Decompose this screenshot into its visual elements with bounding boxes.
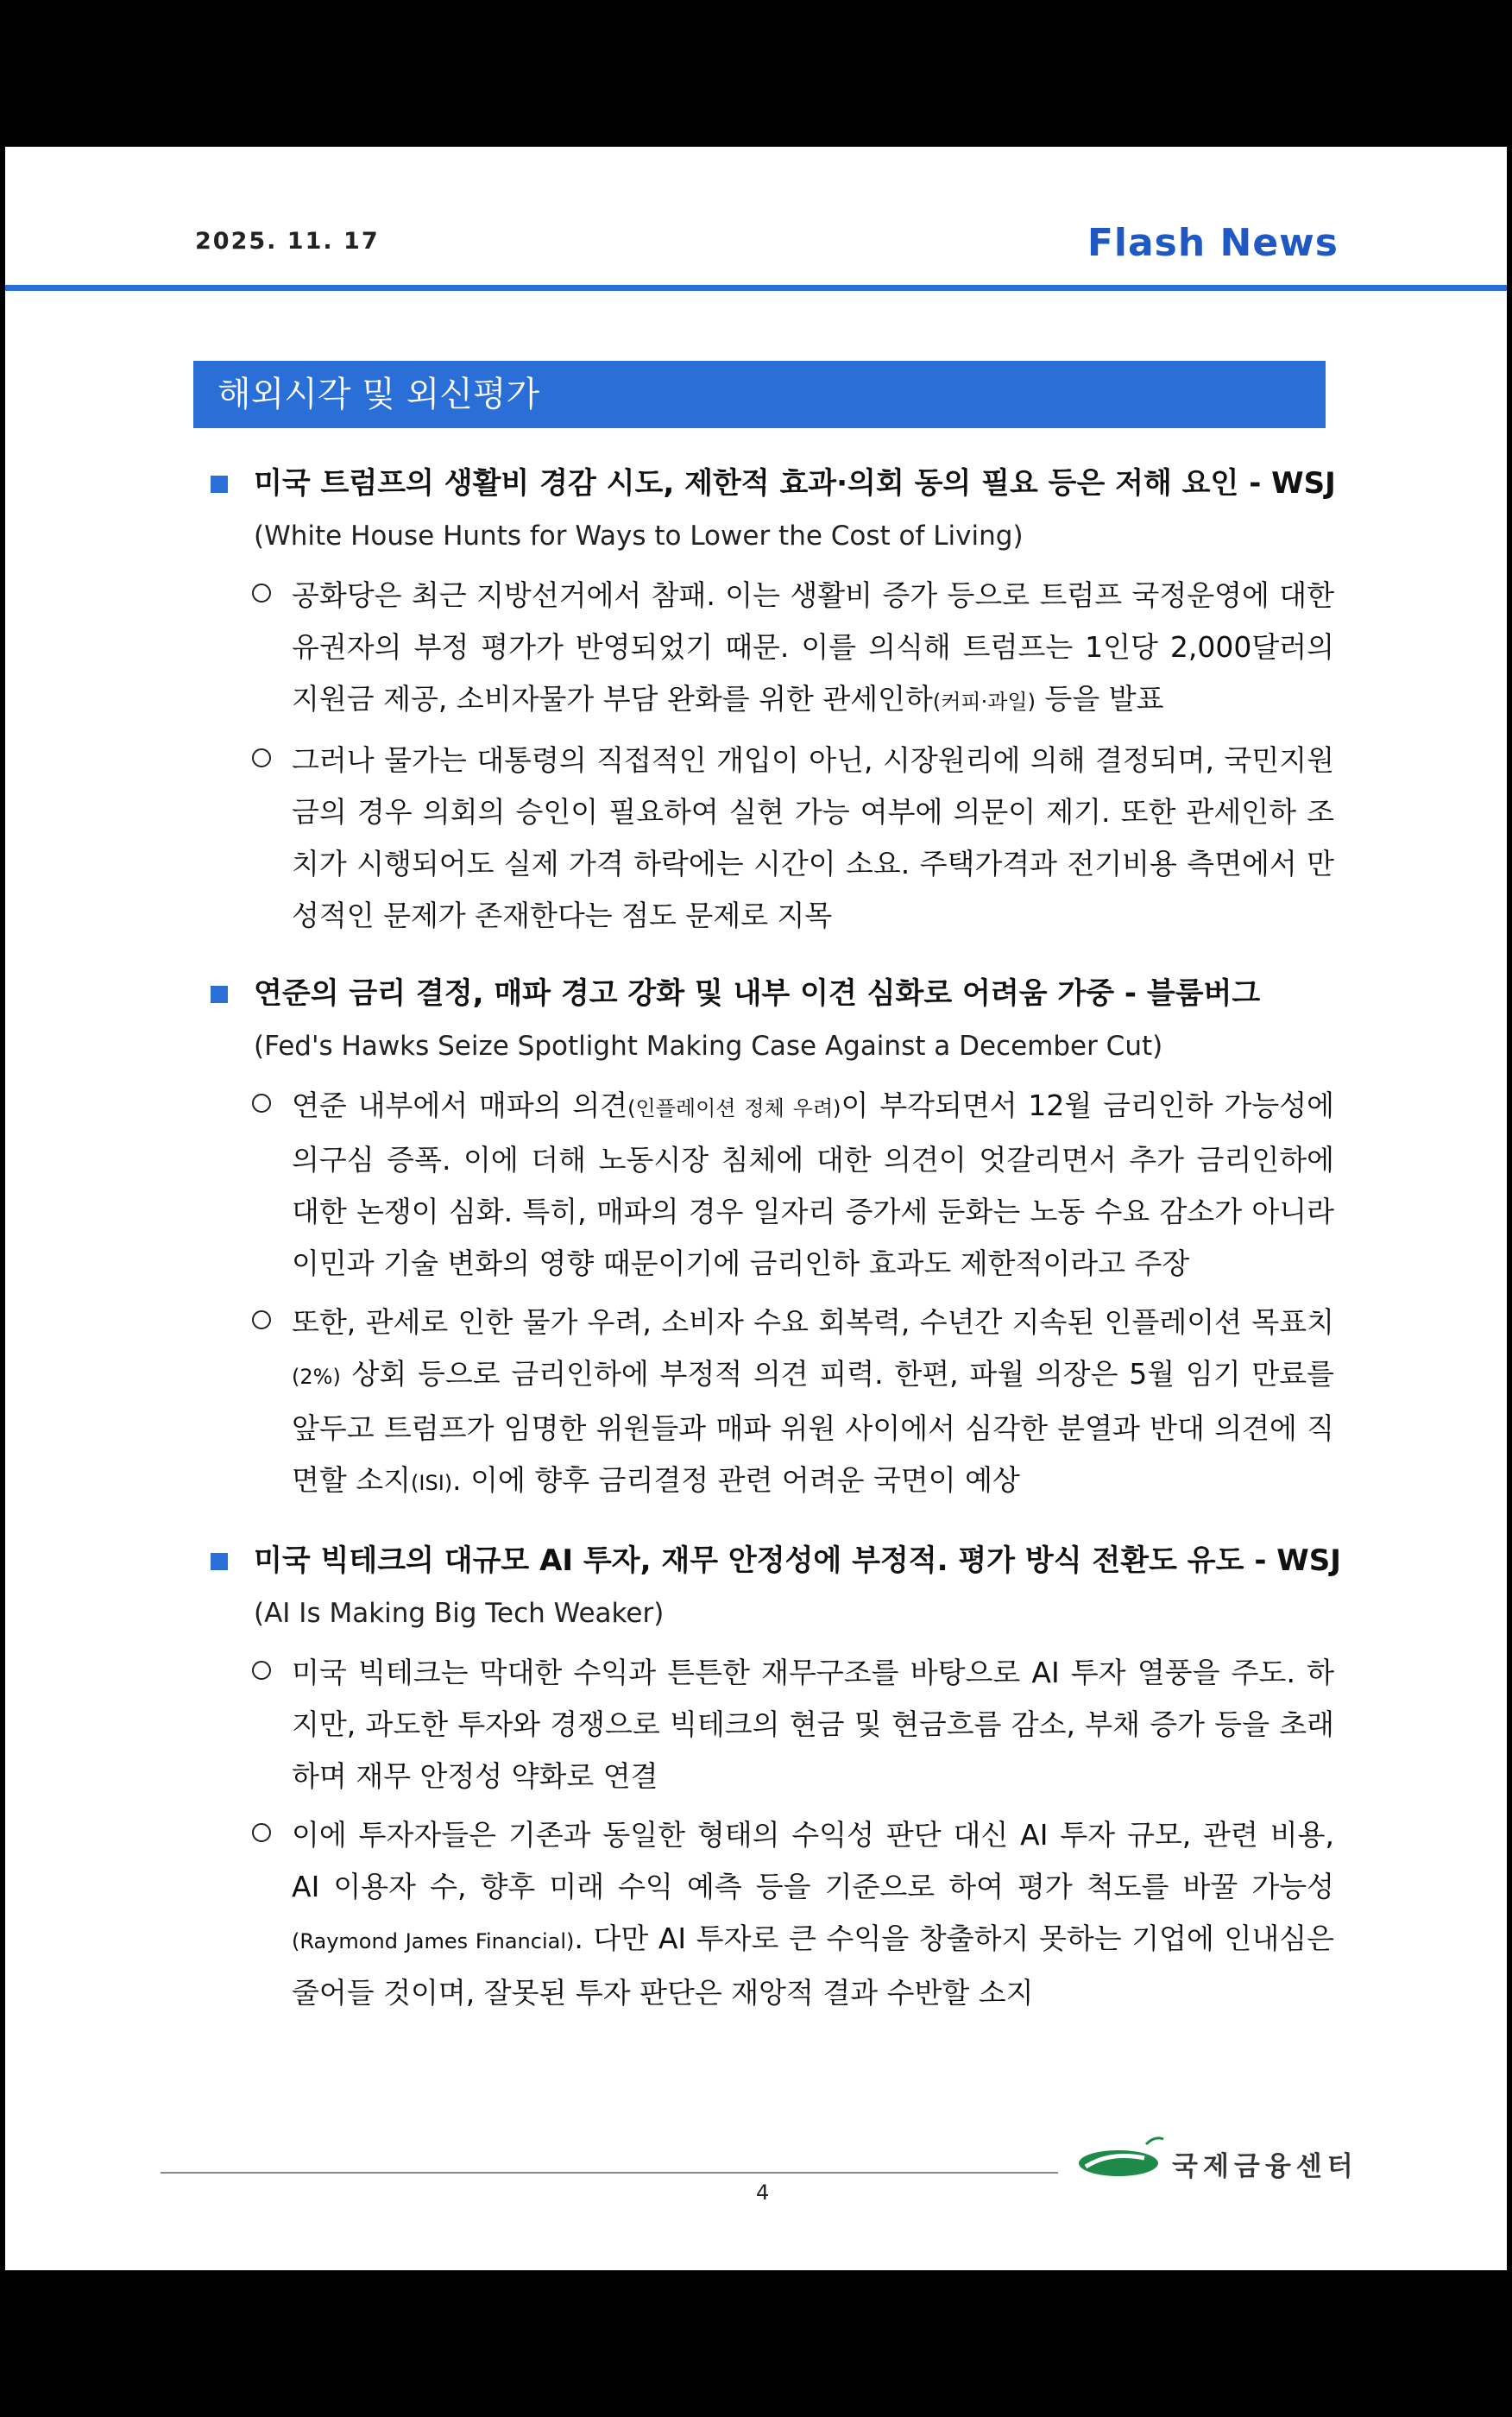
news-source-title: (Fed's Hawks Seize Spotlight Making Case Against a December Cut): [254, 1031, 1163, 1062]
circle-bullet-icon: [252, 748, 271, 767]
news-item: [204, 968, 1334, 1509]
circle-bullet-icon: [252, 1661, 271, 1680]
square-bullet-icon: [211, 986, 228, 1003]
content-body: [204, 458, 1341, 2045]
bullet-text: 이에 투자자들은 기존과 동일한 형태의 수익성 판단 대신 AI 투자 규모, 관련 비용, AI 이용자 수, 향후 미래 수익 예측 등을 기준으로 하여 평가 척도를 바꿀 가능성: [292, 1818, 1334, 1903]
bullet-note: (인플레이션 정체 우려): [627, 1096, 841, 1120]
news-title-text: 미국 트럼프의 생활비 경감 시도, 제한적 효과·의회 동의 필요 등은 저해 요인 - WSJ: [254, 466, 1336, 501]
bullet-text: 미국 빅테크는 막대한 수익과 튼튼한 재무구조를 바탕으로 AI 투자 열풍을 주도. 하지만, 과도한 투자와 경쟁으로 빅테크의 현금 및 현금흐름 감소, 부채 증가 등을 초래하며 재무 안정성 약화로 연결: [292, 1656, 1334, 1793]
bullet-note: (ISI): [411, 1471, 453, 1495]
bullet-text-cont: 상회 등으로 금리인하에 부정적 의견 피력. 한편, 파월 의장은 5월 임기 만료를 앞두고 트럼프가 임명한 위원들과 매파 위원 사이에서 심각한 분열과 반대 의견에 직면할 소지: [292, 1357, 1334, 1497]
square-bullet-icon: [211, 1553, 228, 1570]
bullet-text-cont: 등을 발표: [1035, 682, 1164, 716]
bullet-paragraph: [204, 1297, 1334, 1509]
news-source-title: (White House Hunts for Ways to Lower the Cost of Living): [254, 521, 1024, 552]
bullet-text-cont: . 이에 향후 금리결정 관련 어려운 국면이 예상: [452, 1463, 1020, 1497]
org-name: 국제금융센터: [1172, 2151, 1358, 2182]
bullet-note: (2%): [292, 1365, 341, 1389]
page-number: 4: [756, 2180, 770, 2205]
section-title: 해외시각 및 외신평가: [193, 361, 1326, 428]
square-bullet-icon: [211, 476, 228, 493]
circle-bullet-icon: [252, 1094, 271, 1113]
document-page: [5, 147, 1507, 2270]
bullet-text: 연준 내부에서 매파의 의견: [292, 1089, 628, 1122]
bullet-text-cont: . 다만 AI 투자로 큰 수익을 창출하지 못하는 기업에 인내심은 줄어들 것이며, 잘못된 투자 판단은 재앙적 결과 수반할 소지: [292, 1922, 1334, 2010]
kcif-logo-icon: [1075, 2132, 1170, 2184]
news-item: [204, 458, 1334, 942]
bullet-text: 공화당은 최근 지방선거에서 참패. 이는 생활비 증가 등으로 트럼프 국정운영에 대한 유권자의 부정 평가가 반영되었기 때문. 이를 의식해 트럼프는 1인당 2,000달러의 지원금 제공, 소비자물가 부담 완화를 위한 관세인하: [292, 578, 1334, 716]
bullet-text: 또한, 관세로 인한 물가 우려, 소비자 수요 회복력, 수년간 지속된 인플레이션 목표치: [292, 1305, 1334, 1339]
header-divider: [5, 285, 1507, 291]
bullet-paragraph: [204, 570, 1334, 728]
news-title-text: 연준의 금리 결정, 매파 경고 강화 및 내부 이견 심화로 어려움 가중 - 블룸버그: [254, 976, 1261, 1011]
bullet-paragraph: [204, 735, 1334, 942]
circle-bullet-icon: [252, 584, 271, 603]
circle-bullet-icon: [252, 1823, 271, 1842]
footer-divider: [161, 2172, 1058, 2174]
bullet-paragraph: [204, 1080, 1334, 1290]
news-item-title: [204, 458, 1334, 509]
news-source-title: (AI Is Making Big Tech Weaker): [254, 1598, 665, 1629]
bullet-note: (커피·과일): [932, 690, 1036, 714]
bullet-note: (Raymond James Financial): [292, 1929, 575, 1953]
brand-title: Flash News: [1087, 221, 1339, 265]
news-item-title: [204, 968, 1334, 1019]
bullet-text: 그러나 물가는 대통령의 직접적인 개입이 아닌, 시장원리에 의해 결정되며, 국민지원금의 경우 의회의 승인이 필요하여 실현 가능 여부에 의문이 제기. 또한 관세인하 조치가 시행되어도 실제 가격 하락에는 시간이 소요. 주택가격과 전기비용 측면에서 만성적인 문제가 존재한다는 점도 문제로 지목: [292, 743, 1334, 932]
news-item: [204, 1535, 1341, 2019]
bullet-paragraph: [204, 1809, 1334, 2019]
report-date: 2025. 11. 17: [195, 228, 380, 255]
news-item-title: [204, 1535, 1341, 1587]
bullet-paragraph: [204, 1647, 1334, 1802]
circle-bullet-icon: [252, 1310, 271, 1329]
bullet-text-cont: 이 부각되면서 12월 금리인하 가능성에 의구심 증폭. 이에 더해 노동시장 침체에 대한 의견이 엇갈리면서 추가 금리인하에 대한 논쟁이 심화. 특히, 매파의 경우 일자리 증가세 둔화는 노동 수요 감소가 아니라 이민과 기술 변화의 영향 때문이기에 금리인하 효과도 제한적이라고 주장: [292, 1089, 1334, 1280]
news-title-text: 미국 빅테크의 대규모 AI 투자, 재무 안정성에 부정적. 평가 방식 전환도 유도 - WSJ: [254, 1543, 1341, 1578]
